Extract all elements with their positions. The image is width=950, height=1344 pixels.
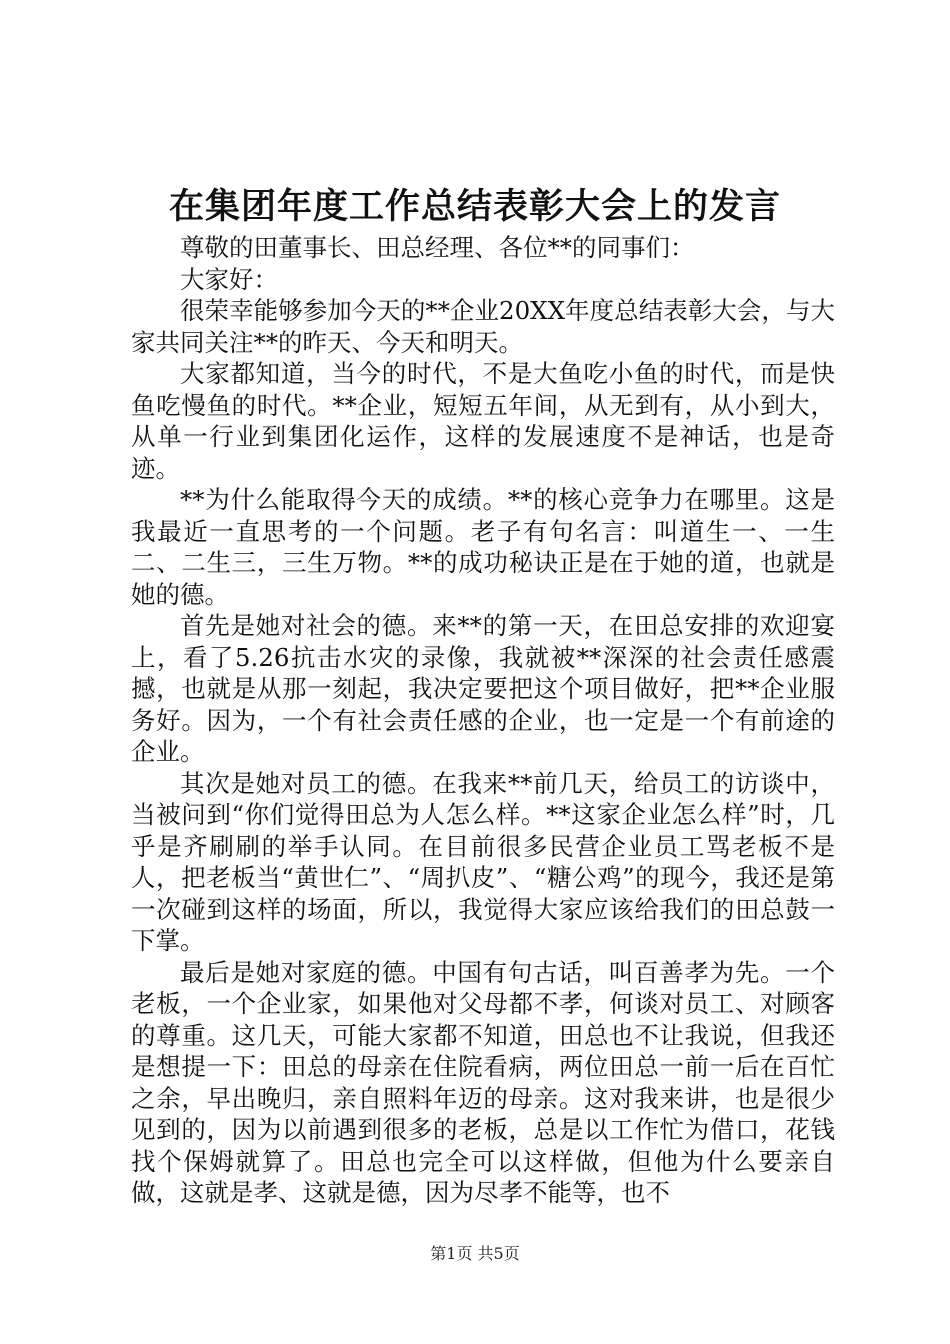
paragraph: 很荣幸能够参加今天的**企业20XX年度总结表彰大会，与大家共同关注**的昨天、今天和明天。 <box>131 296 835 357</box>
paragraph: 大家都知道，当今的时代，不是大鱼吃小鱼的时代，而是快鱼吃慢鱼的时代。**企业，短短五年间，从无到有，从小到大，从单一行业到集团化运作，这样的发展速度不是神话，也是奇迹。 <box>131 359 835 483</box>
paragraph: **为什么能取得今天的成绩。**的核心竞争力在哪里。这是我最近一直思考的一个问题。老子有句名言：叫道生一、一生二、二生三，三生万物。**的成功秘诀正是在于她的道，也就是她的德。 <box>131 485 835 609</box>
document-title: 在集团年度工作总结表彰大会上的发言 <box>168 186 781 227</box>
document-body <box>131 232 835 1209</box>
paragraph: 首先是她对社会的德。来**的第一天，在田总安排的欢迎宴上，看了5.26抗击水灾的录像，我就被**深深的社会责任感震撼，也就是从那一刻起，我决定要把这个项目做好，把**企业服务好。因为，一个有社会责任感的企业，也一定是一个有前途的企业。 <box>131 611 835 766</box>
paragraph-greeting: 大家好： <box>180 264 278 294</box>
page-number-footer: 第1页 共5页 <box>430 1244 520 1263</box>
paragraph: 其次是她对员工的德。在我来**前几天，给员工的访谈中，当被问到“你们觉得田总为人怎么样。**这家企业怎么样”时，几乎是齐刷刷的举手认同。在目前很多民营企业员工骂老板不是人，把老板当“黄世仁”、“周扒皮”、“糖公鸡”的现今，我还是第一次碰到这样的场面，所以，我觉得大家应该给我们的田总鼓一下掌。 <box>131 768 835 955</box>
paragraph: 最后是她对家庭的德。中国有句古话，叫百善孝为先。一个老板，一个企业家，如果他对父母都不孝，何谈对员工、对顾客的尊重。这几天，可能大家都不知道，田总也不让我说，但我还是想提一下：田总的母亲在住院看病，两位田总一前一后在百忙之余，早出晚归，亲自照料年迈的母亲。这对我来讲，也是很少见到的，因为以前遇到很多的老板，总是以工作忙为借口，花钱找个保姆就算了。田总也完全可以这样做，但他为什么要亲自做，这就是孝、这就是德，因为尽孝不能等，也不 <box>131 957 835 1207</box>
paragraph-salutation: 尊敬的田董事长、田总经理、各位**的同事们： <box>180 233 695 262</box>
